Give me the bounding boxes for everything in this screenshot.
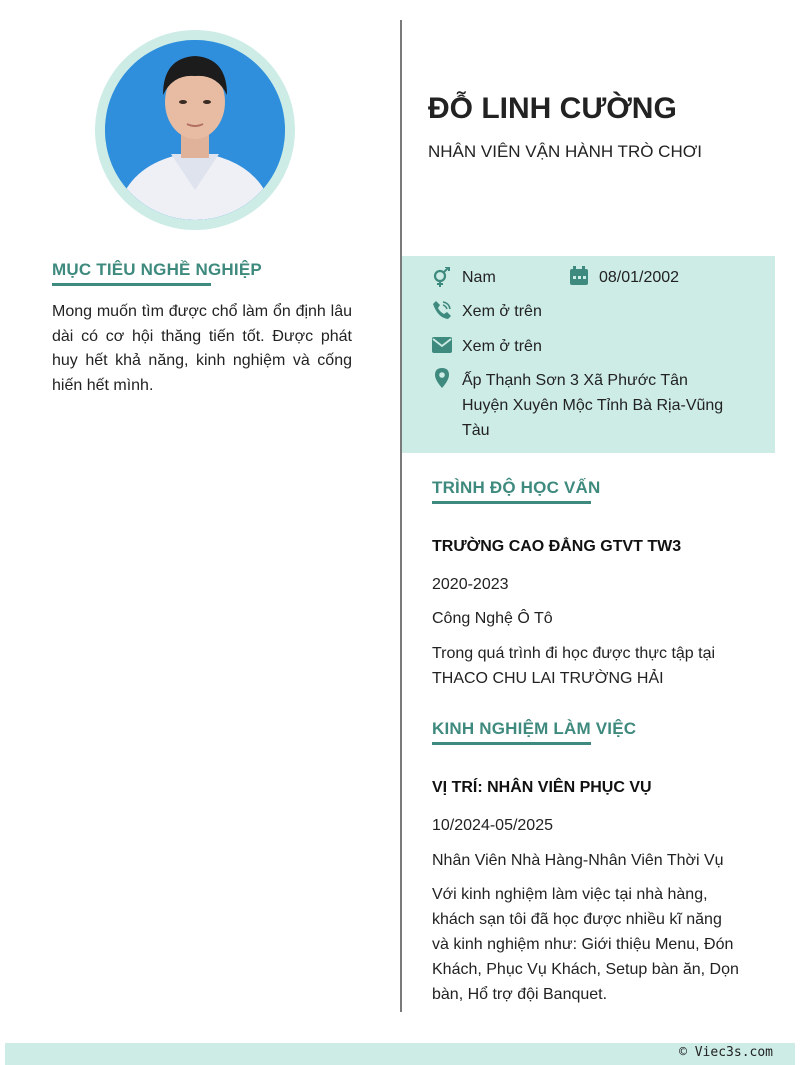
address-line-1: Ấp Thạnh Sơn 3 Xã Phước Tân — [462, 372, 688, 389]
objective-underline — [52, 283, 211, 286]
experience-desc-line-3: và kinh nghiệm như: Giới thiệu Menu, Đón — [432, 936, 734, 953]
candidate-name: ĐỖ LINH CƯỜNG — [428, 92, 677, 125]
footer-bar — [5, 1043, 795, 1065]
phone-value: Xem ở trên — [462, 303, 542, 320]
experience-desc-line-5: bàn, Hổ trợ đội Banquet. — [432, 986, 608, 1003]
experience-period: 10/2024-05/2025 — [432, 817, 553, 834]
address-line-2: Huyện Xuyên Mộc Tỉnh Bà Rịa-Vũng — [462, 397, 724, 414]
avatar — [105, 40, 285, 220]
education-desc-line-2: THACO CHU LAI TRƯỜNG HẢI — [432, 670, 664, 687]
email-icon — [432, 335, 452, 355]
gender-value: Nam — [462, 269, 496, 286]
avatar-frame — [95, 30, 295, 230]
job-title: NHÂN VIÊN VẬN HÀNH TRÒ CHƠI — [428, 142, 703, 161]
column-divider — [400, 20, 402, 1012]
experience-title: KINH NGHIỆM LÀM VIỆC — [432, 719, 637, 738]
phone-icon — [432, 300, 452, 320]
experience-company: Nhân Viên Nhà Hàng-Nhân Viên Thời Vụ — [432, 852, 724, 869]
objective-text: Mong muốn tìm được chổ làm ổn định lâu dài có cơ hội thăng tiến tốt. Được phát huy hết khả năng, kinh nghiệm và cống hiến hết mình. — [52, 303, 352, 394]
email-value: Xem ở trên — [462, 338, 542, 355]
gender-icon — [432, 267, 452, 287]
education-desc-line-1: Trong quá trình đi học được thực tập tại — [432, 645, 716, 662]
calendar-icon — [569, 266, 589, 286]
footer-credit: © Viec3s.com — [679, 1045, 773, 1060]
contact-panel — [402, 256, 775, 453]
experience-underline — [432, 742, 591, 745]
address-line-3: Tàu — [462, 422, 490, 439]
location-pin-icon — [432, 368, 452, 388]
objective-title: MỤC TIÊU NGHỀ NGHIỆP — [52, 260, 262, 279]
experience-position: VỊ TRÍ: NHÂN VIÊN PHỤC VỤ — [432, 779, 652, 796]
experience-desc-line-4: Khách, Phục Vụ Khách, Setup bàn ăn, Dọn — [432, 961, 739, 978]
experience-desc-line-1: Với kinh nghiệm làm việc tại nhà hàng, — [432, 886, 708, 903]
education-major: Công Nghệ Ô Tô — [432, 610, 553, 627]
school-name: TRƯỜNG CAO ĐẲNG GTVT TW3 — [432, 538, 682, 555]
profile-photo-illustration — [105, 40, 285, 220]
experience-desc-line-2: khách sạn tôi đã học được nhiều kĩ năng — [432, 911, 722, 928]
birthday-value: 08/01/2002 — [599, 269, 680, 286]
education-title: TRÌNH ĐỘ HỌC VẤN — [432, 478, 601, 497]
education-period: 2020-2023 — [432, 576, 509, 593]
education-underline — [432, 501, 591, 504]
